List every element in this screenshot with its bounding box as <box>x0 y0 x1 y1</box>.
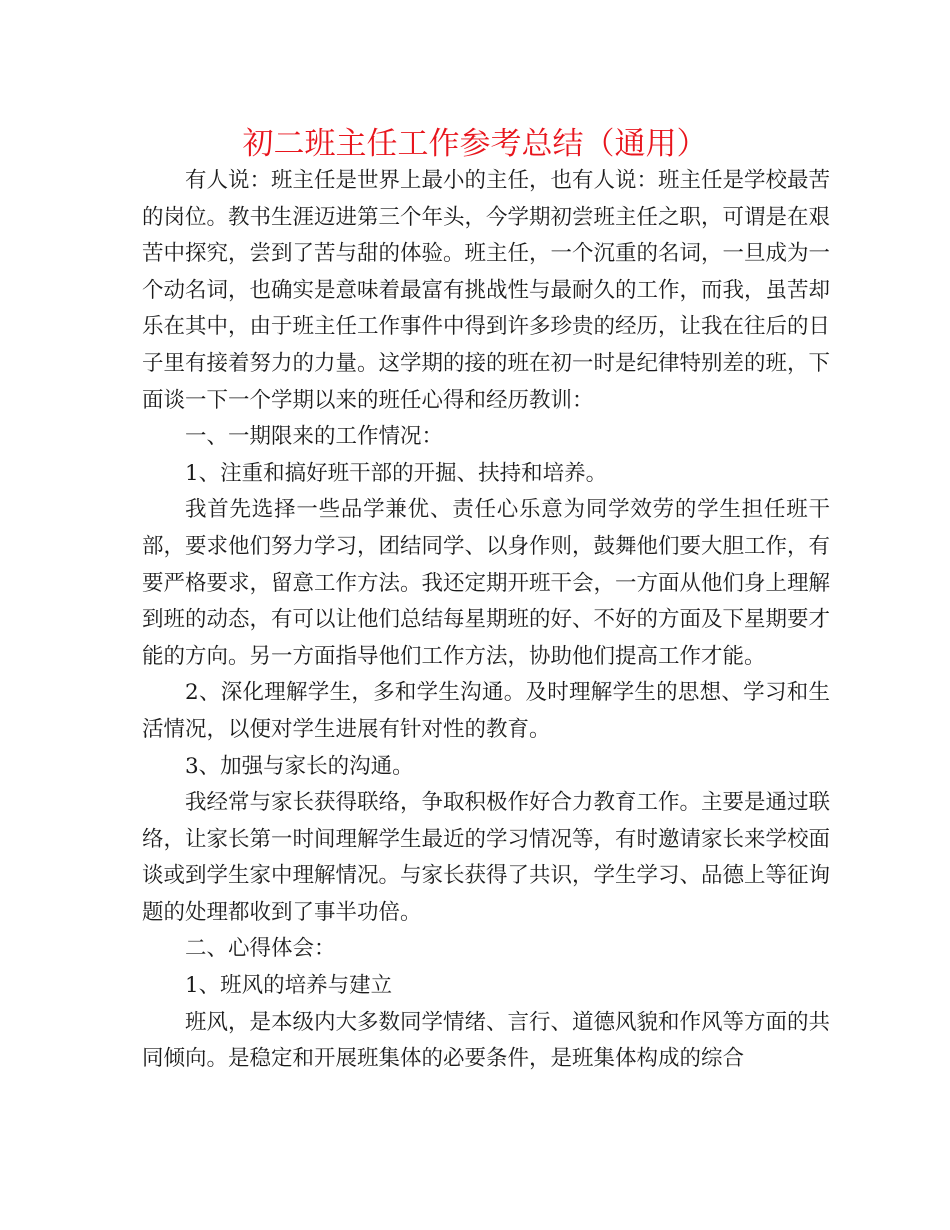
document-title: 初二班主任工作参考总结（通用） <box>242 126 708 162</box>
document-body <box>142 163 830 1078</box>
section-heading: 一、一期限来的工作情况： <box>185 424 444 450</box>
section-heading: 二、心得体会： <box>185 936 336 962</box>
paragraph: 我首先选择一些品学兼优、责任心乐意为同学效劳的学生担任班干部，要求他们努力学习，团结同学、以身作则，鼓舞他们要大胆工作，有要严格要求，留意工作方法。我还定期开班干会，一方面从他们身上理解到班的动态，有可以让他们总结每星期班的好、不好的方面及下星期要才能的方向。另一方面指导他们工作方法，协助他们提高工作才能。 <box>142 497 831 669</box>
paragraph: 2、深化理解学生，多和学生沟通。及时理解学生的思想、学习和生活情况，以便对学生进展有针对性的教育。 <box>142 680 830 742</box>
subsection-heading: 1、班风的培养与建立 <box>185 973 393 999</box>
subsection-heading: 1、注重和搞好班干部的开掘、扶持和培养。 <box>185 460 608 486</box>
subsection-heading: 3、加强与家长的沟通。 <box>185 753 414 779</box>
paragraph: 有人说：班主任是世界上最小的主任，也有人说：班主任是学校最苦的岗位。教书生涯迈进第三个年头，今学期初尝班主任之职，可谓是在艰苦中探究，尝到了苦与甜的体验。班主任，一个沉重的名词，一旦成为一个动名词，也确实是意味着最富有挑战性与最耐久的工作，而我，虽苦却乐在其中，由于班主任工作事件中得到许多珍贵的经历，让我在往后的日子里有接着努力的力量。这学期的接的班在初一时是纪律特别差的班，下面谈一下一个学期以来的班任心得和经历教训： <box>142 168 831 413</box>
paragraph: 我经常与家长获得联络，争取积极作好合力教育工作。主要是通过联络，让家长第一时间理解学生最近的学习情况等，有时邀请家长来学校面谈或到学生家中理解情况。与家长获得了共识，学生学习、品德上等征询题的处理都收到了事半功倍。 <box>142 790 831 925</box>
paragraph: 班风，是本级内大多数同学情绪、言行、道德风貌和作风等方面的共同倾向。是稳定和开展班集体的必要条件，是班集体构成的综合 <box>142 1009 831 1072</box>
